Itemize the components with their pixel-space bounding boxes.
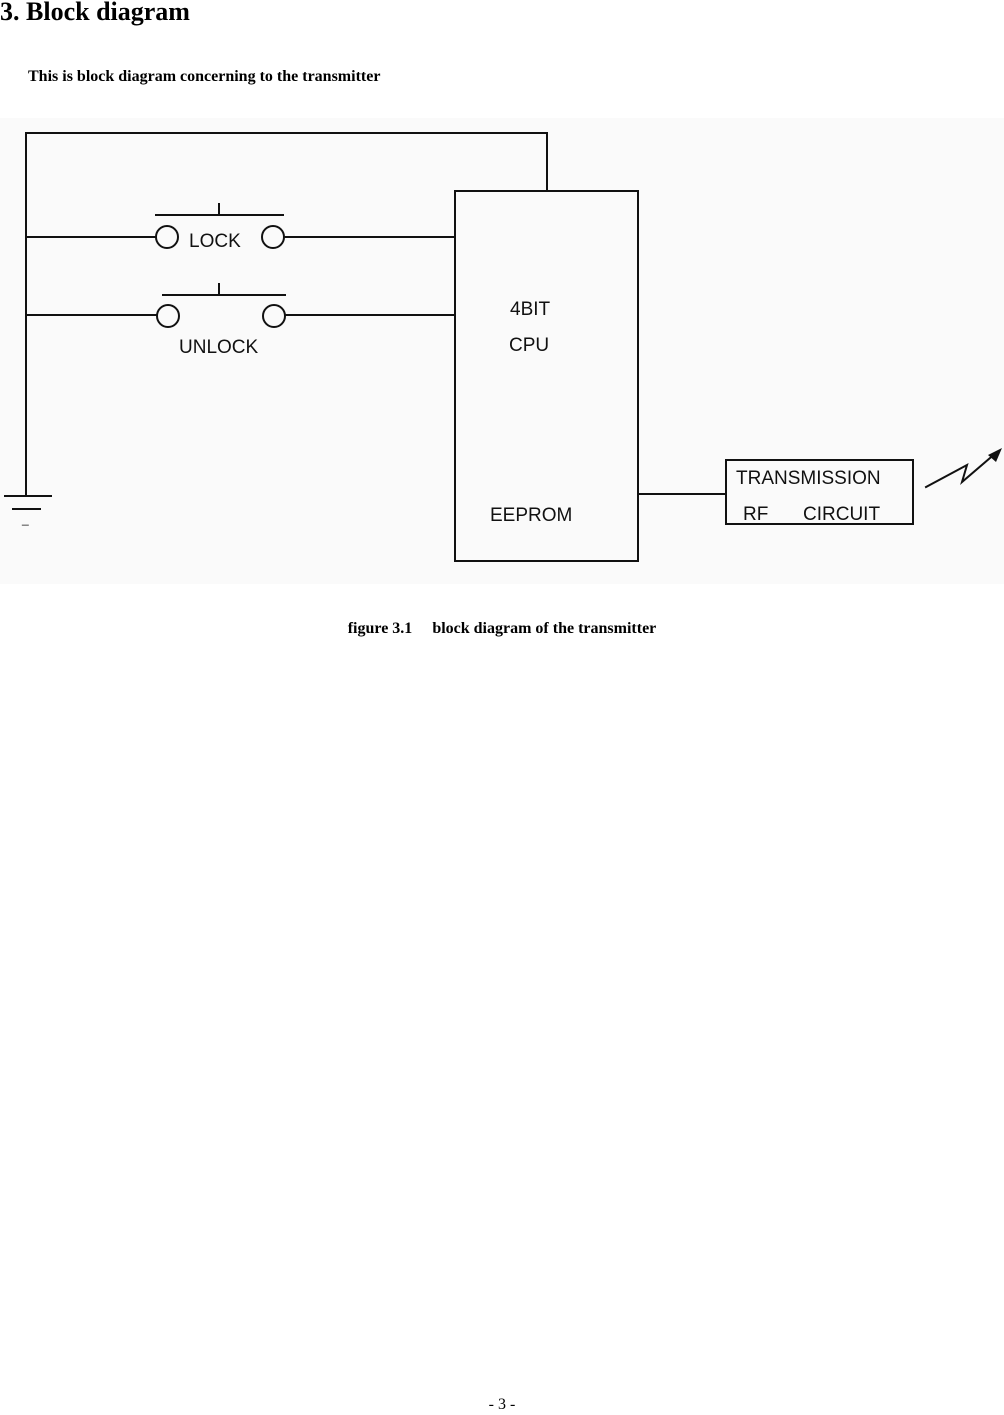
ground-mark: _ [22, 512, 29, 526]
page-number: - 3 - [488, 1396, 516, 1413]
block-diagram [0, 118, 1004, 584]
unlock-right-contact [263, 305, 285, 327]
antenna-wave [926, 452, 997, 487]
antenna-arrowhead-icon [988, 448, 1002, 462]
block-diagram-svg [0, 118, 1004, 584]
figure-number: figure 3.1 [347, 620, 413, 637]
lock-left-contact [156, 226, 178, 248]
figure-caption [0, 619, 1004, 639]
cpu-line-2: CPU [509, 335, 550, 356]
cpu-line-3: EEPROM [490, 505, 573, 526]
rf-line-2a: RF [743, 504, 769, 525]
rf-line-2b: CIRCUIT [803, 504, 881, 525]
lock-right-contact [262, 226, 284, 248]
intro-text: This is block diagram concerning to the transmitter [28, 68, 381, 85]
unlock-left-contact [157, 305, 179, 327]
lock-label: LOCK [189, 231, 241, 252]
cpu-line-1: 4BIT [510, 299, 551, 320]
unlock-label: UNLOCK [179, 337, 259, 358]
section-heading: 3. Block diagram [0, 0, 190, 26]
figure-caption-text: block diagram of the transmitter [432, 620, 657, 637]
rf-line-1: TRANSMISSION [736, 468, 881, 489]
